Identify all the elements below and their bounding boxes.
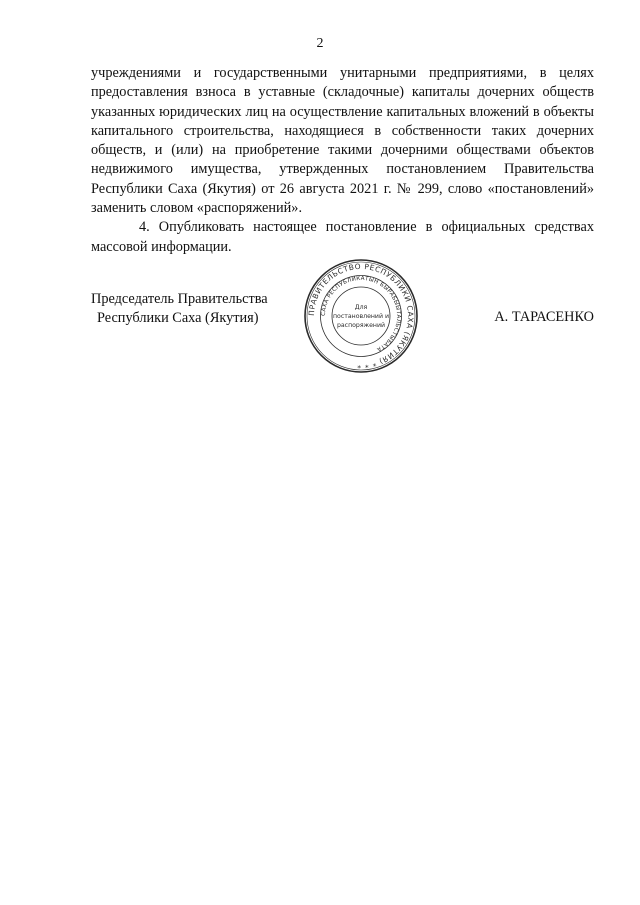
signatory-position (91, 290, 291, 328)
paragraph-item-4: 4. Опубликовать настоящее постановление в официальных средствах массовой информации. (91, 219, 594, 255)
seal-icon (303, 258, 419, 374)
paragraph-continuation: учреждениями и государственными унитарными предприятиями, в целях предоставления взноса в уставные (складочные) капиталы дочерних обществ указанных юридических лиц на осуществление капитальных вложений в объекты капитального строительства, находящиеся в собственности таких дочерних обществ, и (или) на приобретение такими дочерними обществами объектов недвижимого имущества, утвержденных постановлением Правительства Республики Саха (Якутия) от 26 августа 2021 г. № 299, слово «постановлений» заменить словом «распоряжений». (91, 65, 594, 217)
signatory-position-line-2: Республики Саха (Якутия) (97, 310, 259, 326)
document-body (91, 64, 594, 257)
seal-center-line-1: Для (354, 304, 368, 311)
signatory-position-line-1: Председатель Правительства (91, 291, 268, 307)
seal-inner-text: САХА РЕСПУБЛИКАТЫН БЫРАБЫЫТАЛЬСТЫБАТА (320, 275, 402, 353)
seal-center-line-2: постановлений и (333, 313, 389, 320)
seal-outer-text: ПРАВИТЕЛЬСТВО РЕСПУБЛИКИ САХА (ЯКУТИЯ) * * * (306, 261, 416, 371)
official-seal (303, 258, 419, 374)
page-number: 2 (316, 36, 324, 51)
seal-center-line-3: распоряжений (336, 322, 386, 329)
signatory-name: А. ТАРАСЕНКО (494, 309, 594, 325)
